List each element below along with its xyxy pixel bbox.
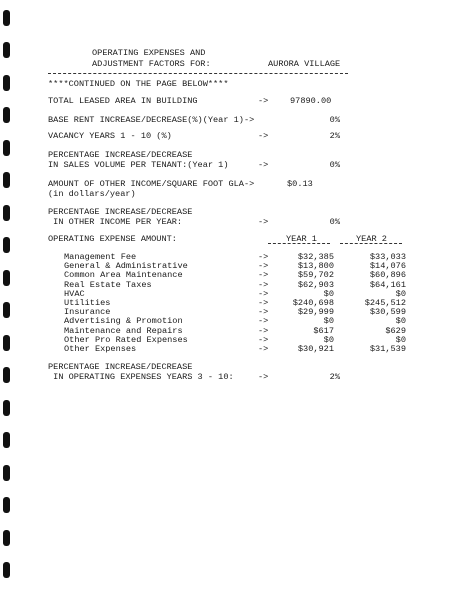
sales-volume-label-line2: IN SALES VOLUME PER TENANT:(Year 1) xyxy=(48,160,229,170)
arrow: -> xyxy=(258,280,269,290)
sales-volume-label-line1: PERCENTAGE INCREASE/DECREASE xyxy=(48,150,193,160)
binder-hole xyxy=(3,400,10,416)
expense-year2-value: $629 xyxy=(385,326,406,336)
binder-hole xyxy=(3,497,10,513)
opex-change-label-line2: IN OPERATING EXPENSES YEARS 3 - 10: xyxy=(48,372,234,382)
expense-year2-value: $0 xyxy=(395,335,406,345)
binder-holes xyxy=(3,0,13,599)
column-header-year1: YEAR 1 xyxy=(286,234,317,244)
expense-year2-value: $31,539 xyxy=(369,344,406,354)
sales-volume-value: 0% xyxy=(329,160,340,170)
binder-hole xyxy=(3,205,10,221)
binder-hole xyxy=(3,367,10,383)
expense-label: Other Expenses xyxy=(64,344,137,354)
arrow: -> xyxy=(258,307,269,317)
header-divider xyxy=(48,73,348,74)
expense-year1-value: $29,999 xyxy=(297,307,334,317)
other-income-label-line1: AMOUNT OF OTHER INCOME/SQUARE FOOT GLA-> xyxy=(48,179,255,189)
expense-label: Advertising & Promotion xyxy=(64,316,183,326)
leased-area-value: 97890.00 xyxy=(290,96,332,106)
arrow: -> xyxy=(258,160,269,170)
binder-hole xyxy=(3,42,10,58)
other-income-value: $0.13 xyxy=(287,179,313,189)
vacancy-value: 2% xyxy=(329,131,340,141)
expense-year1-value: $59,702 xyxy=(297,270,334,280)
arrow: -> xyxy=(258,261,269,271)
expense-label: Common Area Maintenance xyxy=(64,270,183,280)
binder-hole xyxy=(3,530,10,546)
continued-note: ****CONTINUED ON THE PAGE BELOW**** xyxy=(48,79,229,89)
expenses-title: OPERATING EXPENSE AMOUNT: xyxy=(48,234,177,244)
binder-hole xyxy=(3,237,10,253)
expense-year2-value: $245,512 xyxy=(364,298,406,308)
base-rent-value: 0% xyxy=(329,115,340,125)
year1-underline xyxy=(268,243,330,244)
expense-label: Real Estate Taxes xyxy=(64,280,152,290)
expense-label: Utilities xyxy=(64,298,111,308)
binder-hole xyxy=(3,270,10,286)
expense-year1-value: $0 xyxy=(323,335,334,345)
expense-year1-value: $240,698 xyxy=(292,298,334,308)
expense-year1-value: $617 xyxy=(313,326,334,336)
expense-year2-value: $0 xyxy=(395,316,406,326)
arrow: -> xyxy=(258,344,269,354)
binder-hole xyxy=(3,432,10,448)
binder-hole xyxy=(3,107,10,123)
arrow: -> xyxy=(258,252,269,262)
binder-hole xyxy=(3,140,10,156)
expense-year1-value: $0 xyxy=(323,289,334,299)
arrow: -> xyxy=(258,131,269,141)
arrow: -> xyxy=(258,289,269,299)
arrow: -> xyxy=(258,270,269,280)
other-income-label-line2: (in dollars/year) xyxy=(48,189,136,199)
arrow: -> xyxy=(258,298,269,308)
arrow: -> xyxy=(258,96,269,106)
binder-hole xyxy=(3,172,10,188)
property-name: AURORA VILLAGE xyxy=(268,59,341,69)
expense-year1-value: $30,921 xyxy=(297,344,334,354)
opex-change-label-line1: PERCENTAGE INCREASE/DECREASE xyxy=(48,362,193,372)
header-title-line1: OPERATING EXPENSES AND xyxy=(92,48,206,58)
binder-hole xyxy=(3,335,10,351)
binder-hole xyxy=(3,75,10,91)
expense-year2-value: $0 xyxy=(395,289,406,299)
binder-hole xyxy=(3,562,10,578)
arrow: -> xyxy=(258,326,269,336)
binder-hole xyxy=(3,10,10,26)
opex-change-value: 2% xyxy=(329,372,340,382)
expense-label: HVAC xyxy=(64,289,85,299)
expense-year1-value: $0 xyxy=(323,316,334,326)
expense-label: General & Administrative xyxy=(64,261,188,271)
expense-label: Insurance xyxy=(64,307,111,317)
expense-year2-value: $64,161 xyxy=(369,280,406,290)
other-income-change-label-line1: PERCENTAGE INCREASE/DECREASE xyxy=(48,207,193,217)
column-header-year2: YEAR 2 xyxy=(356,234,387,244)
expense-year2-value: $60,896 xyxy=(369,270,406,280)
expense-year1-value: $62,903 xyxy=(297,280,334,290)
expense-year2-value: $33,033 xyxy=(369,252,406,262)
header-title-line2: ADJUSTMENT FACTORS FOR: xyxy=(92,59,211,69)
base-rent-label: BASE RENT INCREASE/DECREASE(%)(Year 1)-> xyxy=(48,115,255,125)
expense-label: Management Fee xyxy=(64,252,137,262)
other-income-change-label-line2: IN OTHER INCOME PER YEAR: xyxy=(48,217,183,227)
leased-area-label: TOTAL LEASED AREA IN BUILDING xyxy=(48,96,198,106)
expense-year1-value: $13,800 xyxy=(297,261,334,271)
binder-hole xyxy=(3,465,10,481)
binder-hole xyxy=(3,302,10,318)
expense-label: Other Pro Rated Expenses xyxy=(64,335,188,345)
arrow: -> xyxy=(258,372,269,382)
arrow: -> xyxy=(258,316,269,326)
vacancy-label: VACANCY YEARS 1 - 10 (%) xyxy=(48,131,172,141)
expense-label: Maintenance and Repairs xyxy=(64,326,183,336)
arrow: -> xyxy=(258,335,269,345)
other-income-change-value: 0% xyxy=(329,217,340,227)
expense-year2-value: $30,599 xyxy=(369,307,406,317)
expense-year1-value: $32,385 xyxy=(297,252,334,262)
expense-year2-value: $14,076 xyxy=(369,261,406,271)
arrow: -> xyxy=(258,217,269,227)
year2-underline xyxy=(340,243,402,244)
